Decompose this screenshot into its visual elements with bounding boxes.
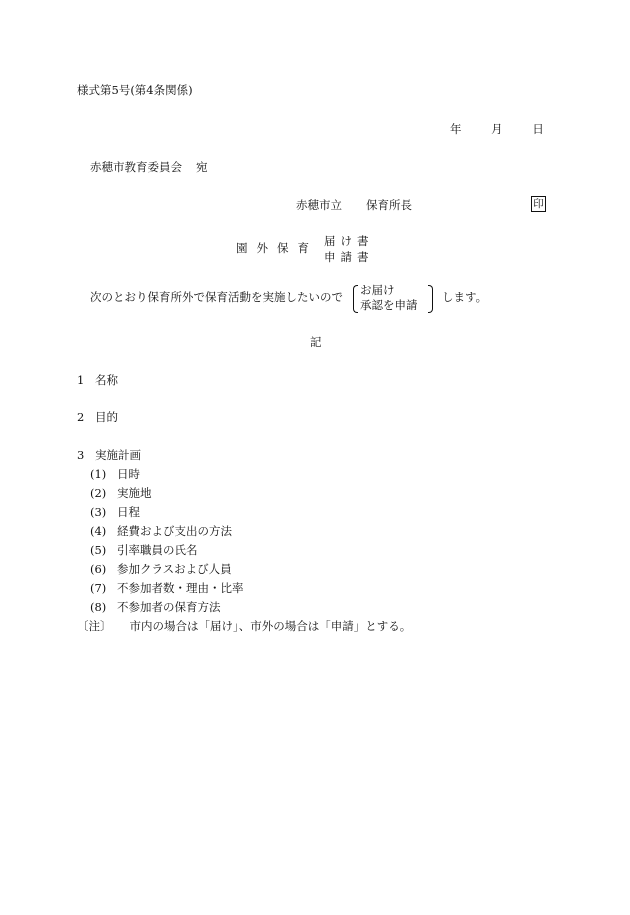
plan-item xyxy=(90,545,198,557)
note-text: 市内の場合は「届け」、市外の場合は「申請」とする。 xyxy=(129,619,412,633)
section-number: 3 xyxy=(77,448,85,462)
plan-item-number: (6) xyxy=(90,562,107,576)
addressee xyxy=(90,162,208,174)
plan-item-number: (5) xyxy=(90,543,107,557)
plan-item-label: 日時 xyxy=(117,467,140,481)
plan-item-label: 経費および支出の方法 xyxy=(117,524,232,538)
plan-item-number: (8) xyxy=(90,600,107,614)
request-text-before: 次のとおり保育所外で保育活動を実施したいので xyxy=(90,290,343,304)
request-text-after: します。 xyxy=(442,290,488,304)
applicant-city: 赤穂市立 xyxy=(296,198,342,212)
document-title-main: 園外保育 xyxy=(236,241,318,255)
section-number: 1 xyxy=(77,373,85,387)
date-line xyxy=(450,124,544,136)
section-number: 2 xyxy=(77,410,85,424)
plan-item-label: 実施地 xyxy=(117,486,152,500)
applicant-line xyxy=(296,200,412,212)
plan-item-number: (2) xyxy=(90,486,107,500)
addressee-name: 赤穂市教育委員会 xyxy=(90,160,182,174)
plan-item-number: (3) xyxy=(90,505,107,519)
addressee-suffix: 宛 xyxy=(196,160,208,174)
request-option-apply: 承認を申請 xyxy=(360,298,418,312)
plan-item xyxy=(90,507,140,519)
section-name xyxy=(77,375,118,387)
date-month-label: 月 xyxy=(491,122,503,136)
document-title-option-notify: 届け書 xyxy=(324,234,374,248)
plan-item xyxy=(90,526,232,538)
plan-item-label: 引率職員の氏名 xyxy=(117,543,198,557)
plan-item-label: 日程 xyxy=(117,505,140,519)
note-marker: 〔注〕 xyxy=(77,619,112,633)
plan-item xyxy=(90,564,232,576)
plan-item xyxy=(90,583,244,595)
plan-item-label: 不参加者数・理由・比率 xyxy=(117,581,244,595)
document-title-option-apply: 申請書 xyxy=(324,250,374,264)
plan-item-number: (1) xyxy=(90,467,107,481)
date-year-label: 年 xyxy=(450,122,462,136)
section-label: 実施計画 xyxy=(95,448,141,462)
plan-item xyxy=(90,602,221,614)
section-purpose xyxy=(77,412,118,424)
plan-item-label: 不参加者の保育方法 xyxy=(117,600,221,614)
date-day-label: 日 xyxy=(532,122,544,136)
plan-item-number: (7) xyxy=(90,581,107,595)
bracket-close xyxy=(428,285,433,313)
plan-item xyxy=(90,469,140,481)
section-label: 名称 xyxy=(95,373,118,387)
plan-item-number: (4) xyxy=(90,524,107,538)
section-label: 目的 xyxy=(95,410,118,424)
plan-item-label: 参加クラスおよび人員 xyxy=(117,562,232,576)
form-number: 様式第5号(第4条関係) xyxy=(77,83,193,97)
ki-heading: 記 xyxy=(310,335,322,349)
section-plan xyxy=(77,450,141,462)
seal-stamp-box: 印 xyxy=(531,196,546,212)
applicant-title: 保育所長 xyxy=(366,198,412,212)
bracket-open xyxy=(353,285,358,313)
plan-item xyxy=(90,488,152,500)
request-option-notify: お届け xyxy=(360,283,395,297)
note xyxy=(77,621,411,633)
